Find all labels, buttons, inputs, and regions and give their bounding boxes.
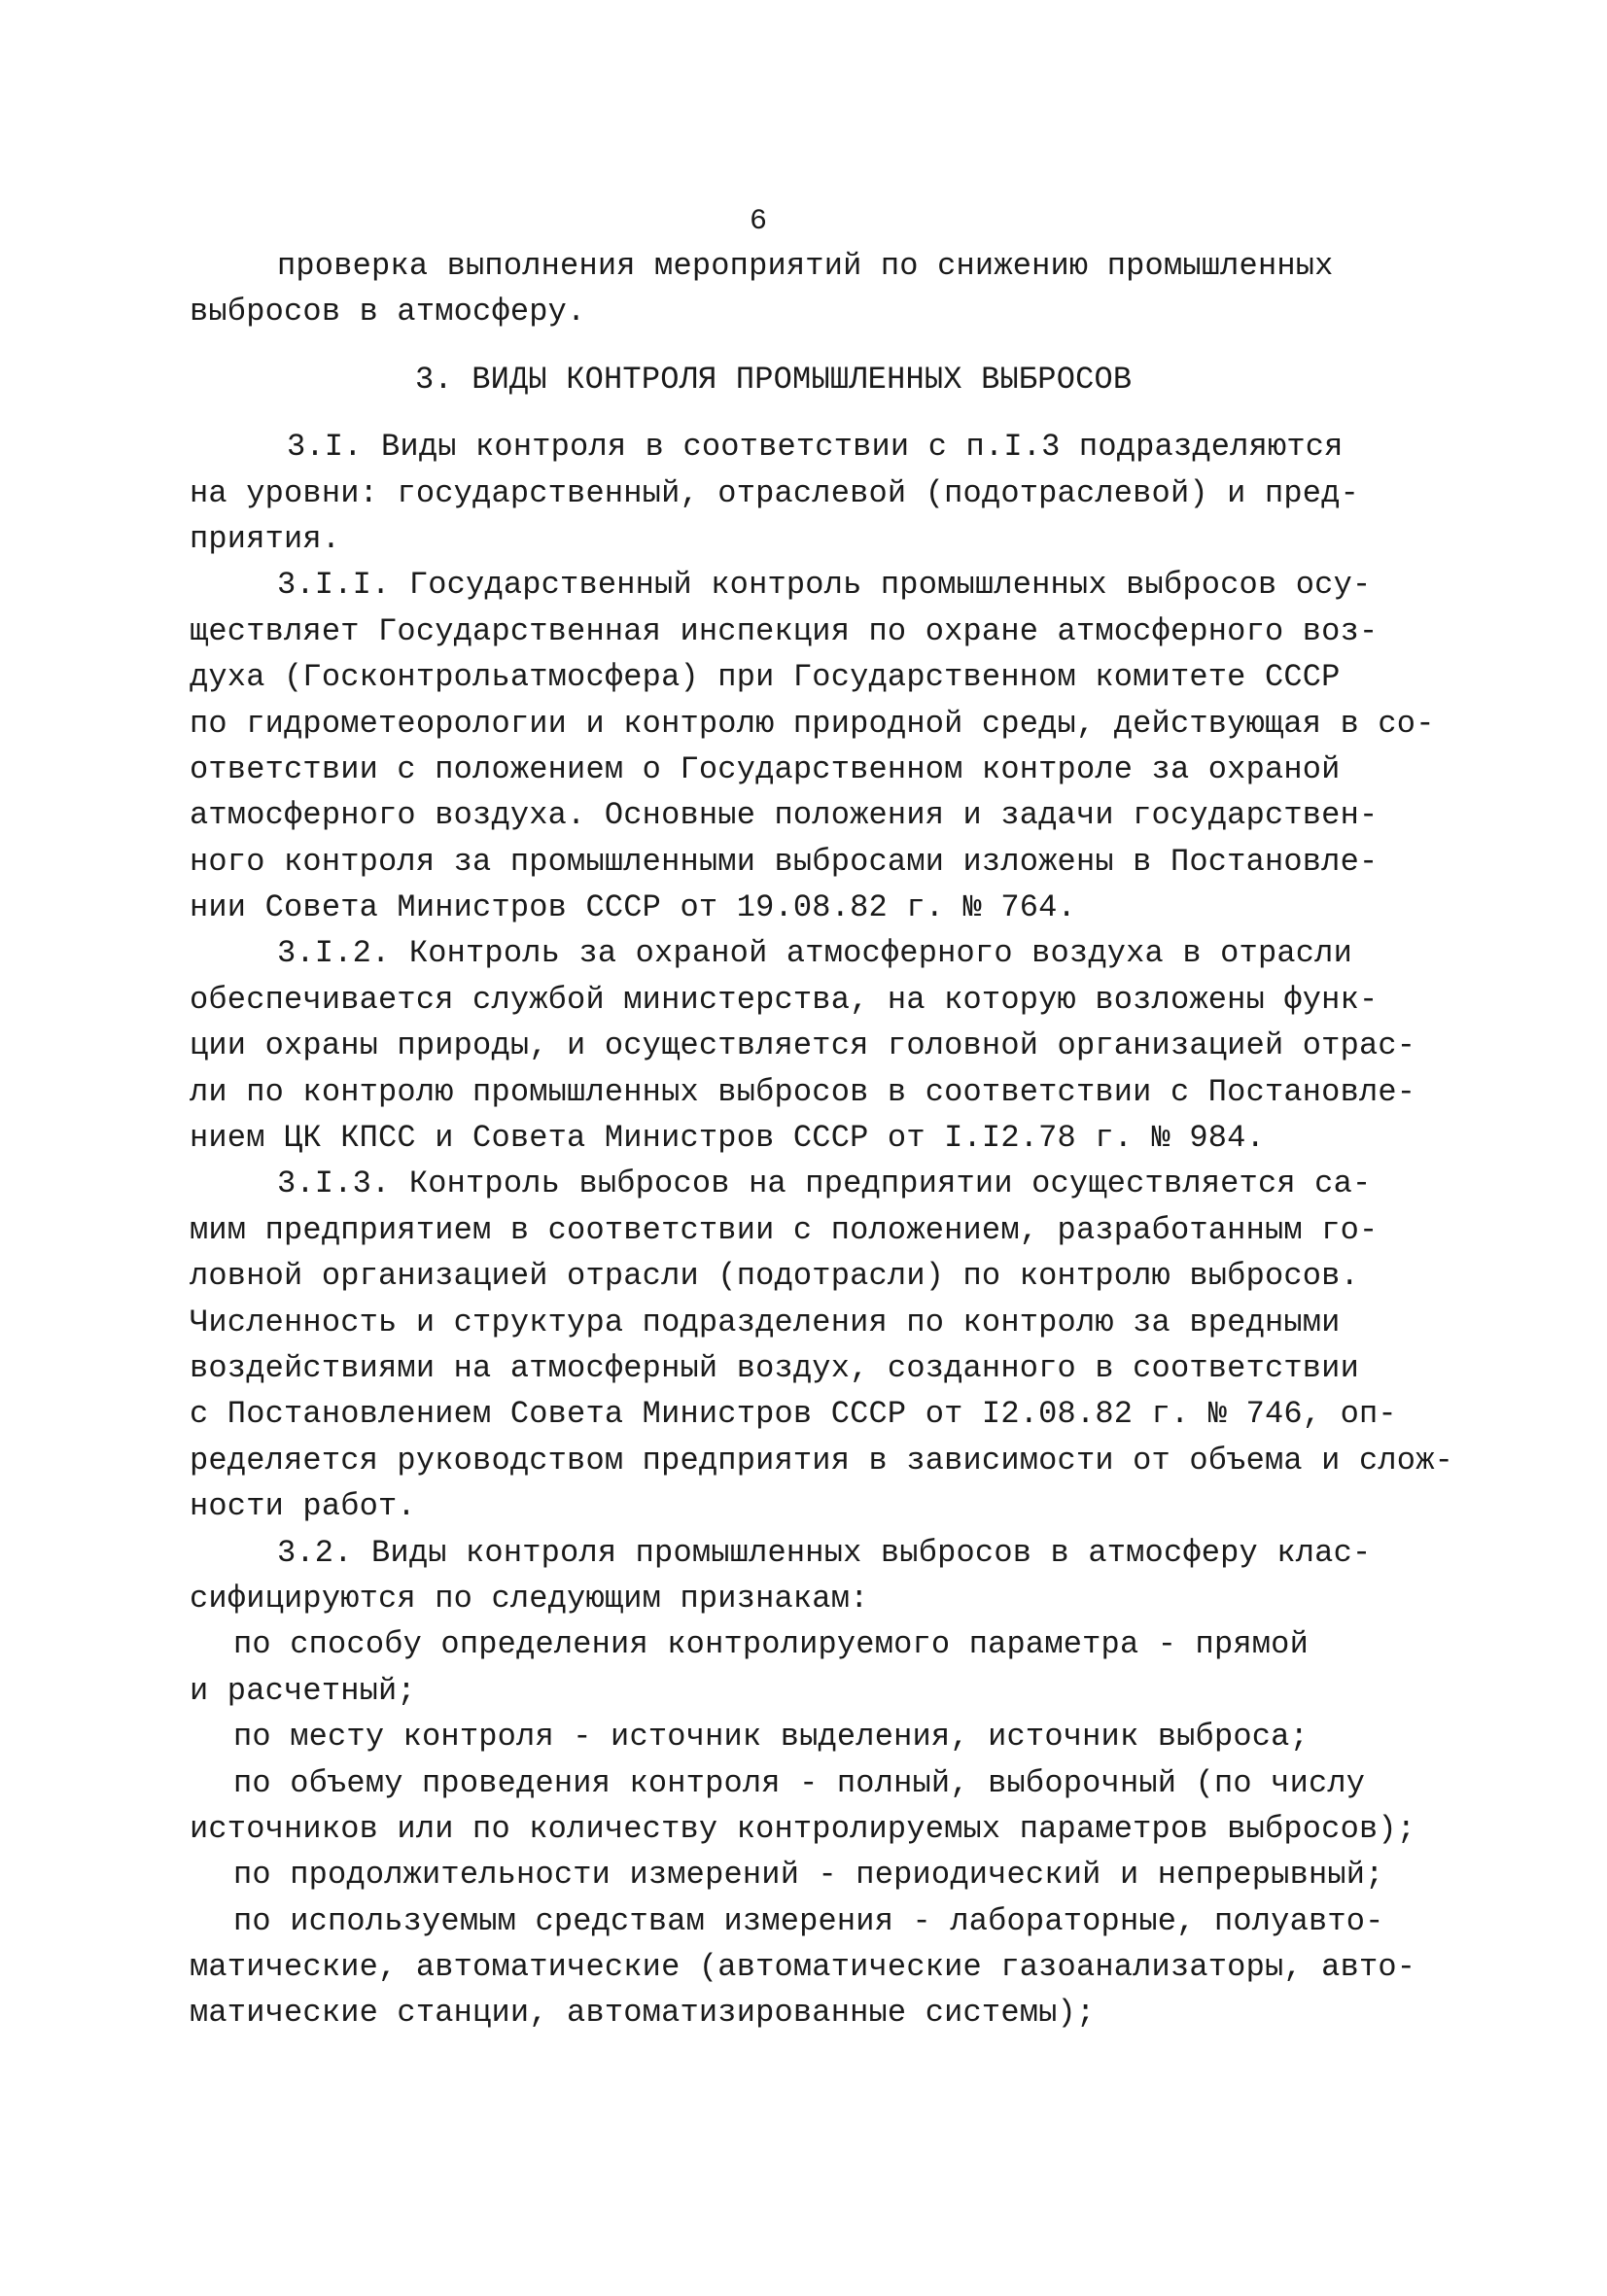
text-line: ции охраны природы, и осуществляется головной организацией отрас- [190,1027,1416,1064]
page-number: 6 [749,205,767,238]
text-line: мим предприятием в соответствии с положением, разработанным го- [190,1211,1379,1248]
text-line: ществляет Государственная инспекция по охране атмосферного воз- [190,612,1379,649]
text-line: Численность и структура подразделения по контролю за вредными [190,1304,1341,1340]
text-line: выбросов в атмосферу. [190,294,586,330]
list-item: по месту контроля - источник выделения, источник выброса; [233,1719,1309,1756]
text-line: ловной организацией отрасли (подотрасли) по контролю выбросов. [190,1258,1359,1295]
text-line: 3.2. Виды контроля промышленных выбросов в атмосферу клас- [277,1534,1372,1571]
document-body [190,243,1453,2036]
text-line: 3.I.3. Контроль выбросов на предприятии осуществляется са- [277,1165,1372,1202]
text-line: воздействиями на атмосферный воздух, созданного в соответствии [190,1349,1359,1386]
text-line: ределяется руководством предприятия в зависимости от объема и слож- [190,1442,1454,1478]
text-line: и расчетный; [190,1672,416,1709]
text-line: на уровни: государственный, отраслевой (подотраслевой) и пред- [190,474,1359,511]
text-line: ответствии с положением о Государственном контроле за охраной [190,750,1341,787]
text-line: атмосферного воздуха. Основные положения и задачи государствен- [190,797,1379,834]
text-line: проверка выполнения мероприятий по снижению промышленных [277,248,1334,284]
text-line: 3.I. Виды контроля в соответствии с п.I.3 подразделяются [287,429,1344,466]
text-line: 3.I.I. Государственный контроль промышленных выбросов осу- [277,567,1372,604]
text-line: духа (Госконтрольатмосфера) при Государственном комитете СССР [190,659,1341,696]
text-line: источников или по количеству контролируемых параметров выбросов); [190,1810,1416,1847]
list-item: по объему проведения контроля - полный, выборочный (по числу [233,1764,1366,1801]
text-line: матические, автоматические (автоматические газоанализаторы, авто- [190,1949,1416,1986]
text-line: ности работ. [190,1488,416,1525]
text-line: приятия. [190,520,341,557]
text-line: по гидрометеорологии и контролю природной среды, действующая в со- [190,705,1435,742]
list-item: по используемым средствам измерения - лабораторные, полуавто- [233,1902,1384,1939]
text-line: сифицируются по следующим признакам: [190,1580,869,1617]
text-line: ли по контролю промышленных выбросов в соответствии с Постановле- [190,1073,1416,1110]
text-line: нии Совета Министров СССР от 19.08.82 г. № 764. [190,889,1076,926]
text-line: нием ЦК КПСС и Совета Министров СССР от I.I2.78 г. № 984. [190,1120,1265,1157]
section-heading: 3. ВИДЫ КОНТРОЛЯ ПРОМЫШЛЕННЫХ ВЫБРОСОВ [415,361,1133,398]
text-line: ного контроля за промышленными выбросами изложены в Постановле- [190,843,1379,880]
text-line: матические станции, автоматизированные системы); [190,1995,1096,2032]
list-item: по способу определения контролируемого параметра - прямой [233,1626,1309,1663]
text-line: с Постановлением Совета Министров СССР от I2.08.82 г. № 746, оп- [190,1396,1397,1433]
list-item: по продолжительности измерений - периодический и непрерывный; [233,1857,1384,1894]
text-line: 3.I.2. Контроль за охраной атмосферного воздуха в отрасли [277,935,1352,972]
text-line: обеспечивается службой министерства, на которую возложены функ- [190,981,1379,1018]
